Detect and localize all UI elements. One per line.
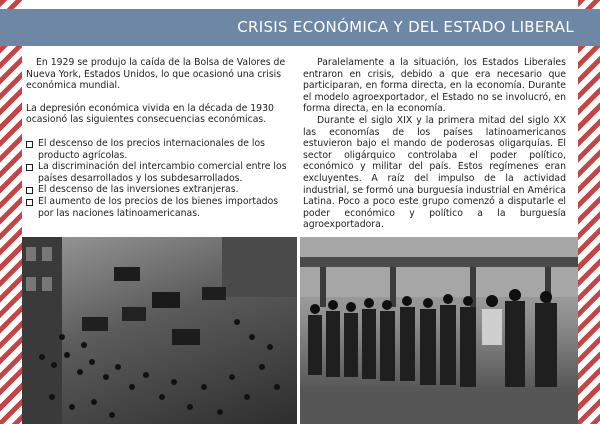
breadline-illustration	[300, 237, 578, 424]
breadline-photo	[300, 237, 578, 424]
square-bullet-icon	[26, 164, 33, 171]
consequences-list	[26, 138, 288, 219]
square-bullet-icon	[26, 141, 33, 148]
left-paragraph-2: La depresión económica vivida en la década de 1930 ocasionó las siguientes consecuencias económicas.	[26, 102, 274, 126]
list-item-text: El descenso de los precios internacionales de los producto agrícolas.	[38, 137, 266, 161]
square-bullet-icon	[26, 187, 33, 194]
page-title: CRISIS ECONÓMICA Y DEL ESTADO LIBERAL	[237, 18, 574, 36]
left-stripe-border	[0, 0, 22, 424]
header-bar	[0, 9, 600, 46]
list-item	[26, 161, 288, 184]
square-bullet-icon	[26, 199, 33, 206]
list-item-text: El descenso de las inversiones extranjeras.	[38, 184, 239, 196]
right-paragraph-1: Paralelamente a la situación, los Estados Liberales entraron en crisis, debido a que era necesario que participaran, en forma directa, en la economía. Durante el modelo agroexportador, el Estado no se involucró, en forma directa, en la economía.	[303, 57, 566, 115]
list-item-text: La discriminación del intercambio comercial entre los países desarrollados y los subdesarrollados.	[38, 161, 287, 184]
text-area	[22, 46, 578, 237]
left-column	[26, 57, 288, 219]
right-stripe-border	[578, 0, 600, 424]
list-item	[26, 184, 288, 196]
right-column	[303, 57, 566, 231]
left-paragraph-1: En 1929 se produjo la caída de la Bolsa de Valores de Nueva York, Estados Unidos, lo que ocasionó una crisis económica mundial.	[26, 57, 286, 92]
list-item-text: El aumento de los precios de los bienes importados por las naciones latinoamericanas.	[38, 195, 279, 219]
crowd-street-photo	[22, 237, 297, 424]
list-item	[26, 138, 288, 161]
right-paragraph-2: Durante el siglo XIX y la primera mitad del siglo XX las economías de los países latinoamericanos estuvieron bajo el mando de poderosas oligarquías. El sector oligárquico controlaba el poder político, económico y militar del país. Estos regímenes eran excluyentes. A raíz del impulso de la actividad industrial, se formó una burguesía industrial en América Latina. Poco a poco este grupo comenzó a disputarle el poder económico y político a la burguesía agroexportadora.	[303, 114, 566, 231]
list-item	[26, 196, 288, 219]
crowd-street-illustration	[22, 237, 297, 424]
